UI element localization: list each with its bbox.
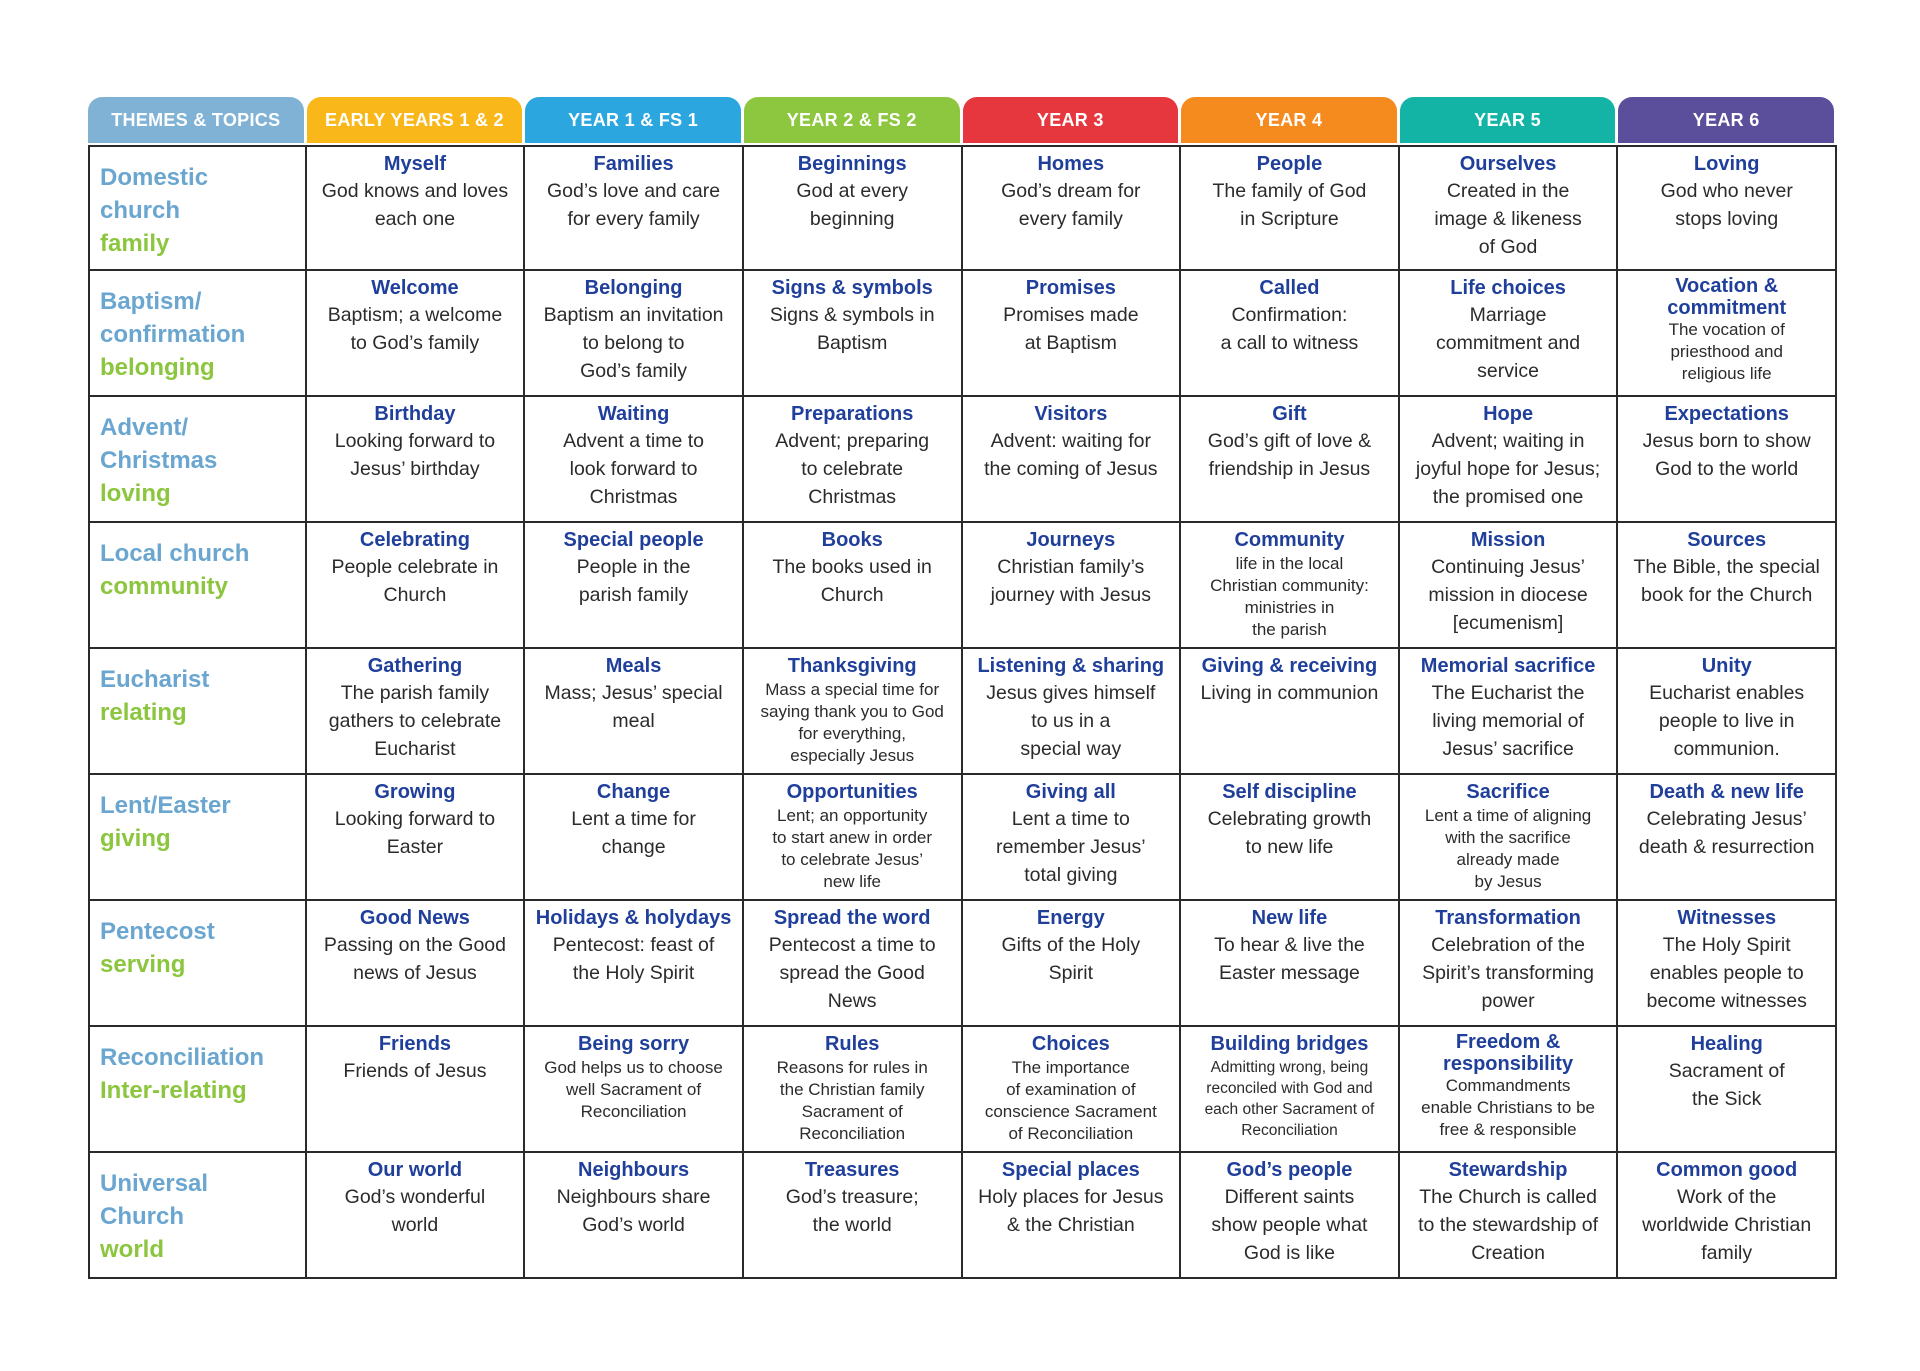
topic-cell [1400, 397, 1619, 523]
topic-description: Celebrating Jesus’ death & resurrection [1638, 808, 1815, 858]
topic-title: Gift [1272, 403, 1307, 425]
topic-title: Witnesses [1677, 907, 1777, 929]
topic-cell [744, 649, 963, 775]
topic-title: Life choices [1450, 277, 1566, 299]
topic-description: Confirmation: a call to witness [1220, 304, 1359, 354]
topic-cell [307, 1027, 526, 1153]
topic-cell [307, 649, 526, 775]
topic-cell [1400, 775, 1619, 901]
theme-name: Reconciliation [100, 1044, 265, 1071]
topic-title: Myself [383, 153, 447, 175]
topic-description: Mass a special time for saying thank you to God for everything, especially Jesus [760, 680, 944, 765]
theme-name: Lent/Easter [100, 792, 231, 819]
topic-cell [1618, 271, 1837, 397]
topic-cell [1400, 145, 1619, 271]
topic-description: Living in communion [1200, 682, 1379, 704]
theme-cell [88, 397, 307, 523]
topic-title: Friends [378, 1033, 452, 1055]
topic-cell [1618, 1027, 1837, 1153]
theme-name: Eucharist [100, 666, 210, 693]
header-year-2: YEAR 2 & FS 2 [744, 97, 960, 143]
topic-cell [525, 1027, 744, 1153]
topic-description: Holy places for Jesus & the Christian [978, 1186, 1164, 1236]
topic-cell [1400, 649, 1619, 775]
topic-cell [1181, 1027, 1400, 1153]
topic-description: People celebrate in Church [331, 556, 499, 606]
topic-description: Lent a time of aligning with the sacrifice already made by Jesus [1424, 806, 1592, 891]
topic-title: Community [1234, 529, 1345, 551]
topic-cell [963, 1027, 1182, 1153]
topic-cell [1400, 901, 1619, 1027]
topic-cell [744, 775, 963, 901]
topic-title: Vocation & commitment [1667, 275, 1787, 319]
topic-cell [744, 523, 963, 649]
topic-cell [1181, 901, 1400, 1027]
topic-description: Celebrating growth to new life [1207, 808, 1372, 858]
header-year-1: YEAR 1 & FS 1 [525, 97, 741, 143]
topic-description: Gifts of the Holy Spirit [1001, 934, 1141, 984]
topic-description: Commandments enable Christians to be free & responsible [1421, 1076, 1595, 1139]
topic-title: Books [821, 529, 883, 551]
topic-description: The parish family gathers to celebrate Eucharist [328, 682, 502, 760]
topic-title: Building bridges [1210, 1033, 1369, 1055]
topic-description: Sacrament of the Sick [1668, 1060, 1785, 1110]
topic-title: Neighbours [578, 1159, 690, 1181]
topic-title: Meals [605, 655, 662, 677]
topic-cell [963, 901, 1182, 1027]
topic-cell [963, 649, 1182, 775]
topic-title: Good News [359, 907, 470, 929]
topic-description: The Church is called to the stewardship of Creation [1418, 1186, 1599, 1264]
topic-title: Celebrating [359, 529, 470, 551]
topic-title: Sources [1687, 529, 1767, 551]
topic-title: Stewardship [1448, 1159, 1568, 1181]
topic-cell [1618, 901, 1837, 1027]
topic-cell [744, 145, 963, 271]
theme-keyword: Inter-relating [100, 1077, 247, 1104]
topic-title: Opportunities [786, 781, 918, 803]
topic-title: Listening & sharing [977, 655, 1165, 677]
theme-keyword: loving [100, 480, 171, 507]
header-year-6: YEAR 6 [1618, 97, 1834, 143]
topic-title: Belonging [584, 277, 683, 299]
topic-title: Promises [1025, 277, 1116, 299]
topic-description: God who never stops loving [1660, 180, 1793, 230]
theme-name: Local church [100, 540, 250, 567]
topic-cell [1400, 1027, 1619, 1153]
theme-name: Pentecost [100, 918, 215, 945]
topic-description: The Eucharist the living memorial of Jesus’ sacrifice [1431, 682, 1585, 760]
topic-description: The family of God in Scripture [1212, 180, 1367, 230]
topic-cell [1400, 1153, 1619, 1279]
topic-cell [1618, 523, 1837, 649]
topic-description: Looking forward to Jesus’ birthday [334, 430, 496, 480]
topic-description: God’s gift of love & friendship in Jesus [1207, 430, 1372, 480]
topic-title: Waiting [597, 403, 670, 425]
topic-cell [1618, 145, 1837, 271]
topic-cell [1400, 271, 1619, 397]
topic-cell [525, 901, 744, 1027]
topic-cell [963, 1153, 1182, 1279]
topic-description: Signs & symbols in Baptism [769, 304, 935, 354]
topic-description: God knows and loves each one [321, 180, 509, 230]
header-year-3: YEAR 3 [963, 97, 1179, 143]
topic-cell [1181, 649, 1400, 775]
topic-description: Pentecost: feast of the Holy Spirit [552, 934, 715, 984]
topic-cell [1181, 1153, 1400, 1279]
topic-cell [963, 523, 1182, 649]
theme-keyword: giving [100, 825, 171, 852]
topic-title: Special places [1001, 1159, 1140, 1181]
topic-cell [525, 775, 744, 901]
topic-cell [525, 145, 744, 271]
theme-name: Universal Church [100, 1170, 209, 1230]
topic-description: Mass; Jesus’ special meal [544, 682, 723, 732]
topic-cell [307, 775, 526, 901]
header-themes-topics: THEMES & TOPICS [88, 97, 304, 143]
theme-keyword: serving [100, 951, 186, 978]
theme-name: Domestic church [100, 164, 209, 224]
topic-description: Baptism an invitation to belong to God’s family [543, 304, 724, 382]
topic-cell [525, 523, 744, 649]
topic-title: Giving all [1025, 781, 1116, 803]
topic-title: Freedom & responsibility [1443, 1031, 1574, 1075]
topic-title: Families [593, 153, 674, 175]
topic-title: Holidays & holydays [535, 907, 732, 929]
topic-cell [1181, 775, 1400, 901]
theme-keyword: world [100, 1236, 164, 1263]
topic-title: Transformation [1435, 907, 1581, 929]
theme-keyword: relating [100, 699, 187, 726]
topic-cell [307, 523, 526, 649]
topic-cell [525, 649, 744, 775]
topic-title: Growing [374, 781, 456, 803]
topic-title: Treasures [804, 1159, 900, 1181]
topic-cell [1181, 145, 1400, 271]
topic-cell [525, 397, 744, 523]
topic-title: Common good [1656, 1159, 1798, 1181]
topic-description: Created in the image & likeness of God [1434, 180, 1582, 258]
topic-cell [307, 1153, 526, 1279]
topic-description: God’s love and care for every family [547, 180, 721, 230]
topic-cell [1181, 271, 1400, 397]
topic-cell [963, 271, 1182, 397]
topic-cell [1618, 397, 1837, 523]
topic-description: God’s wonderful world [344, 1186, 486, 1236]
topic-title: People [1256, 153, 1323, 175]
topic-cell [525, 271, 744, 397]
topic-title: Healing [1690, 1033, 1763, 1055]
topic-cell [1181, 397, 1400, 523]
topic-description: Advent a time to look forward to Christmas [563, 430, 705, 508]
topic-description: The Bible, the special book for the Church [1633, 556, 1820, 606]
theme-cell [88, 145, 307, 271]
topic-title: Our world [367, 1159, 463, 1181]
header-year-5: YEAR 5 [1400, 97, 1616, 143]
topic-title: Loving [1693, 153, 1760, 175]
topic-title: Rules [824, 1033, 880, 1055]
topic-cell [307, 145, 526, 271]
topic-description: Jesus born to show God to the world [1642, 430, 1811, 480]
topic-description: Advent: waiting for the coming of Jesus [984, 430, 1158, 480]
topic-description: Christian family’s journey with Jesus [990, 556, 1152, 606]
topic-title: Special people [563, 529, 704, 551]
topic-cell [963, 775, 1182, 901]
topic-description: Marriage commitment and service [1435, 304, 1581, 382]
topic-title: Welcome [371, 277, 459, 299]
header-year-4: YEAR 4 [1181, 97, 1397, 143]
topic-title: Thanksgiving [787, 655, 917, 677]
topic-title: Change [596, 781, 671, 803]
topic-title: Called [1259, 277, 1320, 299]
topic-title: Giving & receiving [1201, 655, 1378, 677]
topic-cell [1181, 523, 1400, 649]
topic-cell [1400, 523, 1619, 649]
topic-description: Celebration of the Spirit’s transforming power [1422, 934, 1595, 1012]
topic-title: Expectations [1664, 403, 1789, 425]
topic-description: Passing on the Good news of Jesus [323, 934, 506, 984]
topic-description: Promises made at Baptism [1003, 304, 1139, 354]
topic-description: Different saints show people what God is like [1211, 1186, 1368, 1264]
topic-description: Looking forward to Easter [334, 808, 496, 858]
topic-title: Memorial sacrifice [1420, 655, 1596, 677]
theme-cell [88, 1027, 307, 1153]
topic-cell [963, 397, 1182, 523]
topic-description: The importance of examination of conscience Sacrament of Reconciliation [984, 1058, 1157, 1143]
topic-title: Gathering [367, 655, 463, 677]
topic-title: Beginnings [797, 153, 907, 175]
topic-description: The Holy Spirit enables people to become witnesses [1646, 934, 1807, 1012]
topic-cell [307, 397, 526, 523]
topic-description: Advent; preparing to celebrate Christmas [775, 430, 930, 508]
theme-cell [88, 1153, 307, 1279]
topic-cell [744, 901, 963, 1027]
topic-cell [744, 397, 963, 523]
topic-cell [307, 901, 526, 1027]
topic-description: Jesus gives himself to us in a special way [986, 682, 1156, 760]
theme-cell [88, 271, 307, 397]
topic-description: Advent; waiting in joyful hope for Jesus; the promised one [1415, 430, 1601, 508]
topic-cell [744, 1153, 963, 1279]
curriculum-table [88, 97, 1837, 1279]
topic-cell [307, 271, 526, 397]
topic-description: Lent a time to remember Jesus’ total giving [996, 808, 1146, 886]
topic-cell [1618, 649, 1837, 775]
topic-cell [525, 1153, 744, 1279]
topic-description: Eucharist enables people to live in communion. [1649, 682, 1805, 760]
topic-description: Pentecost a time to spread the Good News [768, 934, 936, 1012]
topic-description: Work of the worldwide Christian family [1642, 1186, 1812, 1264]
theme-name: Advent/ Christmas [100, 414, 218, 474]
theme-cell [88, 775, 307, 901]
topic-description: Baptism; a welcome to God’s family [327, 304, 503, 354]
topic-title: Death & new life [1649, 781, 1804, 803]
topic-title: Birthday [374, 403, 456, 425]
topic-title: New life [1251, 907, 1328, 929]
topic-title: Being sorry [577, 1033, 690, 1055]
topic-description: Neighbours share God’s world [556, 1186, 711, 1236]
topic-description: Admitting wrong, being reconciled with God and each other Sacrament of Reconciliation [1204, 1059, 1375, 1139]
theme-name: Baptism/ confirmation [100, 288, 246, 348]
topic-title: Sacrifice [1466, 781, 1550, 803]
topic-title: Unity [1701, 655, 1752, 677]
topic-title: Preparations [791, 403, 914, 425]
topic-description: People in the parish family [576, 556, 691, 606]
topic-cell [744, 1027, 963, 1153]
topic-description: God’s dream for every family [1001, 180, 1141, 230]
topic-title: Mission [1470, 529, 1546, 551]
theme-cell [88, 901, 307, 1027]
topic-title: Journeys [1026, 529, 1116, 551]
theme-cell [88, 523, 307, 649]
topic-title: Signs & symbols [771, 277, 933, 299]
theme-cell [88, 649, 307, 775]
topic-title: Energy [1036, 907, 1105, 929]
header-early-years: EARLY YEARS 1 & 2 [307, 97, 523, 143]
theme-keyword: family [100, 230, 170, 257]
topic-description: God helps us to choose well Sacrament of Reconciliation [544, 1058, 723, 1121]
topic-description: Reasons for rules in the Christian family Sacrament of Reconciliation [776, 1058, 928, 1143]
topic-cell [1618, 775, 1837, 901]
topic-description: life in the local Christian community: ministries in the parish [1210, 554, 1369, 639]
topic-cell [963, 145, 1182, 271]
topic-title: Hope [1483, 403, 1534, 425]
topic-title: Visitors [1034, 403, 1108, 425]
topic-description: Lent; an opportunity to start anew in order to celebrate Jesus’ new life [772, 806, 933, 891]
topic-cell [1618, 1153, 1837, 1279]
theme-keyword: community [100, 573, 229, 600]
theme-keyword: belonging [100, 354, 215, 381]
topic-description: God at every beginning [796, 180, 908, 230]
topic-description: Continuing Jesus’ mission in diocese [ecumenism] [1428, 556, 1588, 634]
topic-cell [744, 271, 963, 397]
topic-description: God’s treasure; the world [785, 1186, 919, 1236]
topic-description: The books used in Church [772, 556, 932, 606]
topic-title: Self discipline [1222, 781, 1357, 803]
topic-title: Homes [1037, 153, 1105, 175]
topic-title: Ourselves [1459, 153, 1557, 175]
topic-description: The vocation of priesthood and religious life [1668, 320, 1785, 383]
topic-title: God’s people [1226, 1159, 1353, 1181]
topic-description: To hear & live the Easter message [1214, 934, 1365, 984]
topic-description: Lent a time for change [571, 808, 696, 858]
topic-title: Choices [1031, 1033, 1110, 1055]
topic-title: Spread the word [773, 907, 931, 929]
topic-description: Friends of Jesus [343, 1060, 487, 1082]
